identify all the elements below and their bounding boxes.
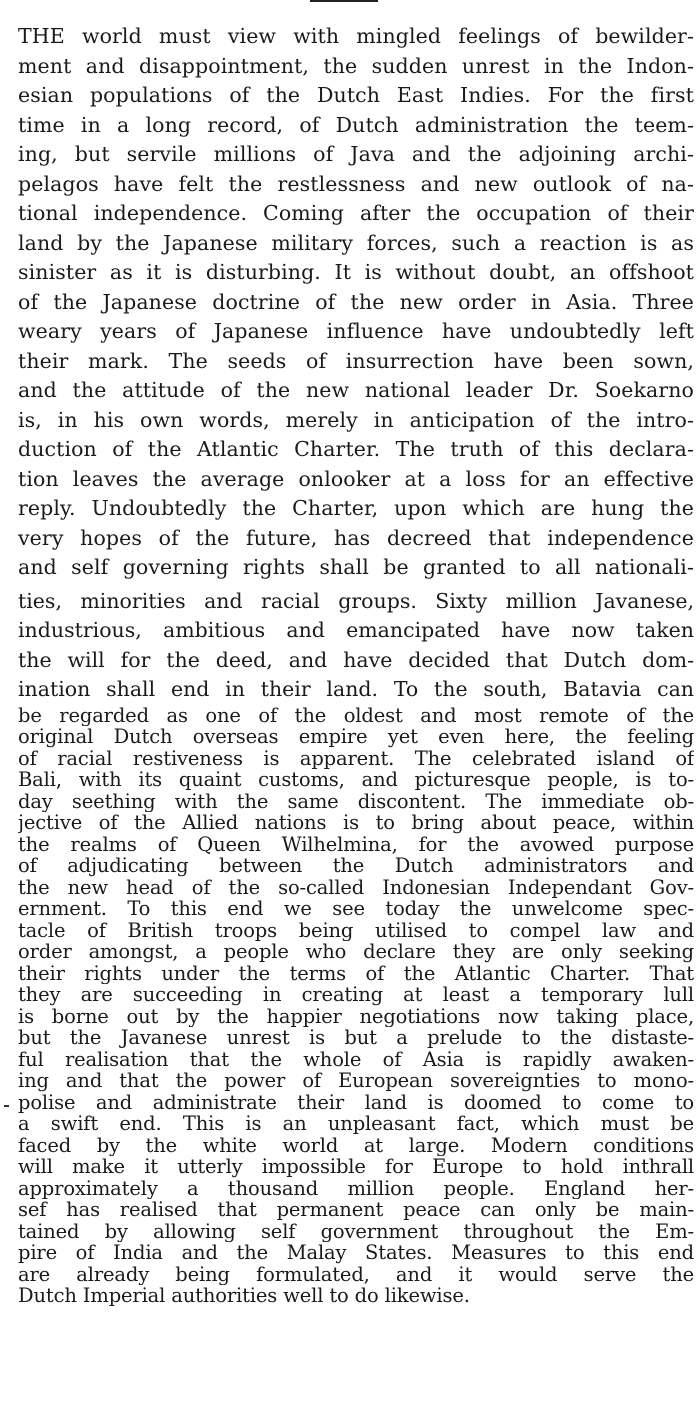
text-line: the realms of Queen Wilhelmina, for the avowed purpose — [18, 833, 694, 855]
text-line: is, in his own words, merely in anticipation of the intro- — [18, 407, 694, 432]
text-line: industrious, ambitious and emancipated have now taken — [18, 618, 694, 642]
text-line: esian populations of the Dutch East Indies. For the first — [18, 83, 694, 107]
article-column — [18, 22, 694, 1307]
text-line: time in a long record, of Dutch administration the teem- — [18, 112, 694, 137]
print-blemish — [4, 1105, 9, 1107]
text-line: ment and disappointment, the sudden unrest in the Indon- — [18, 53, 694, 78]
text-line: ing and that the power of European sovereignties to mono- — [18, 1070, 694, 1092]
text-line: land by the Japanese military forces, such a reaction is as — [18, 230, 694, 255]
text-line: tained by allowing self government throughout the Em- — [18, 1220, 694, 1242]
text-line: is borne out by the happier negotiations now taking place, — [18, 1005, 694, 1027]
text-line: of adjudicating between the Dutch administrators and — [18, 855, 694, 877]
text-line: sef has realised that permanent peace can only be main- — [18, 1199, 694, 1221]
text-line: ties, minorities and racial groups. Sixty million Javanese, — [18, 588, 694, 613]
text-line: day seething with the same discontent. The immediate ob- — [18, 790, 694, 812]
header-rule — [310, 0, 378, 2]
text-line: and self governing rights shall be granted to all nationali- — [18, 555, 694, 579]
text-line: very hopes of the future, has decreed that independence — [18, 525, 694, 550]
text-line: their mark. The seeds of insurrection have been sown, — [18, 348, 694, 373]
text-line: tacle of British troops being utilised to compel law and — [18, 919, 694, 941]
text-line: ernment. To this end we see today the unwelcome spec- — [18, 898, 694, 920]
text-line: of the Japanese doctrine of the new order in Asia. Three — [18, 289, 694, 314]
text-line: and the attitude of the new national leader Dr. Soekarno — [18, 378, 694, 402]
text-line: weary years of Japanese influence have undoubtedly left — [18, 319, 694, 343]
text-line: a swift end. This is an unpleasant fact, which must be — [18, 1113, 694, 1135]
text-line: ination shall end in their land. To the south, Batavia can — [18, 677, 694, 701]
text-line: Dutch Imperial authorities well to do likewise. — [18, 1285, 470, 1307]
text-line: they are succeeding in creating at least a temporary lull — [18, 984, 694, 1006]
article-paragraph-lower — [18, 587, 694, 1307]
text-line: polise and administrate their land is doomed to come to — [18, 1091, 694, 1113]
text-line: order amongst, a people who declare they are only seeking — [18, 941, 694, 963]
article-paragraph-upper — [18, 22, 694, 583]
text-line: reply. Undoubtedly the Charter, upon which are hung the — [18, 496, 694, 520]
text-line: tional independence. Coming after the occupation of their — [18, 201, 694, 225]
text-line: their rights under the terms of the Atlantic Charter. That — [18, 962, 694, 984]
text-line: faced by the white world at large. Modern conditions — [18, 1134, 694, 1156]
text-line: original Dutch overseas empire yet even here, the feeling — [18, 726, 694, 748]
text-line: jective of the Allied nations is to bring about peace, within — [18, 812, 694, 834]
text-line: will make it utterly impossible for Europe to hold inthrall — [18, 1156, 694, 1178]
text-line: are already being formulated, and it would serve the — [18, 1263, 694, 1285]
text-line: the new head of the so-called Indonesian Independant Gov- — [18, 876, 694, 898]
text-line: ful realisation that the whole of Asia is rapidly awaken- — [18, 1048, 694, 1070]
text-line: THE world must view with mingled feelings of bewilder- — [18, 24, 694, 48]
text-line: ing, but servile millions of Java and the adjoining archi- — [18, 142, 694, 166]
text-line: but the Javanese unrest is but a prelude to the distaste- — [18, 1027, 694, 1049]
text-line: duction of the Atlantic Charter. The truth of this declara- — [18, 437, 694, 461]
text-line: sinister as it is disturbing. It is without doubt, an offshoot — [18, 260, 694, 284]
text-line: approximately a thousand million people. England her- — [18, 1177, 694, 1199]
text-line: tion leaves the average onlooker at a loss for an effective — [18, 466, 694, 491]
text-line: of racial restiveness is apparent. The celebrated island of — [18, 747, 694, 769]
text-line: pelagos have felt the restlessness and new outlook of na- — [18, 171, 694, 196]
text-line: pire of India and the Malay States. Measures to this end — [18, 1242, 694, 1264]
text-line: be regarded as one of the oldest and most remote of the — [18, 704, 694, 726]
text-line: the will for the deed, and have decided that Dutch dom- — [18, 647, 694, 672]
text-line: Bali, with its quaint customs, and picturesque people, is to- — [18, 769, 694, 791]
